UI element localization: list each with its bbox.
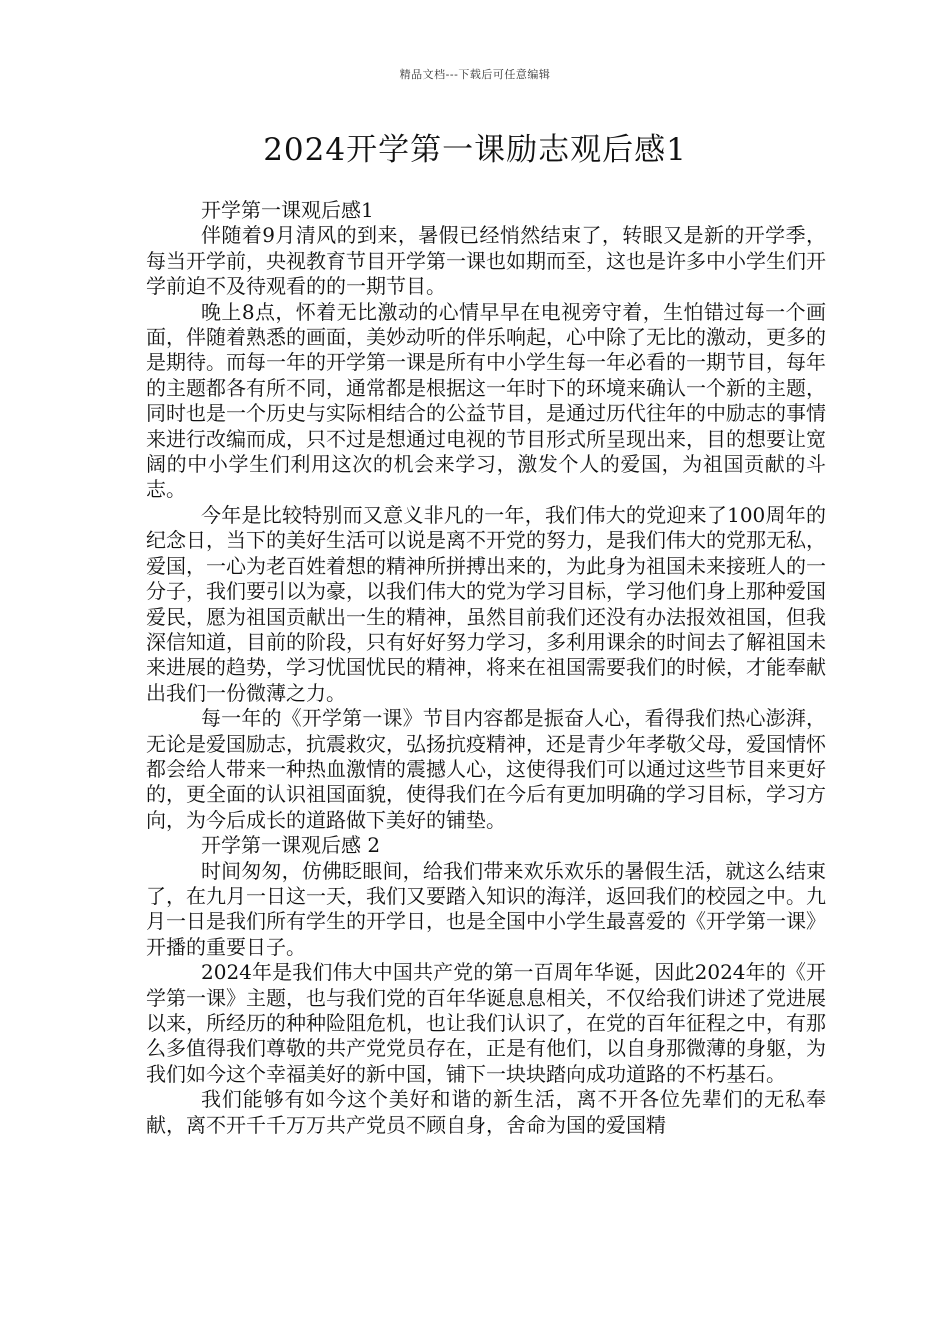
document-body	[146, 198, 826, 1138]
section-heading: 开学第一课观后感1	[201, 198, 374, 222]
paragraph: 时间匆匆，仿佛眨眼间，给我们带来欢乐欢乐的暑假生活，就这么结束了，在九月一日这一天，我们又要踏入知识的海洋，返回我们的校园之中。九月一日是我们所有学生的开学日，也是全国中小学生最喜爱的《开学第一课》开播的重要日子。	[146, 858, 826, 959]
document-title: 2024开学第一课励志观后感1	[263, 132, 687, 168]
paragraph: 晚上8点，怀着无比激动的心情早早在电视旁守着，生怕错过每一个画面，伴随着熟悉的画面，美妙动听的伴乐响起，心中除了无比的激动，更多的是期待。而每一年的开学第一课是所有中小学生每一年必看的一期节目，每年的主题都各有所不同，通常都是根据这一年时下的环境来确认一个新的主题，同时也是一个历史与实际相结合的公益节目，是通过历代往年的中励志的事情来进行改编而成，只不过是想通过电视的节目形式所呈现出来，目的想要让宽阔的中小学生们利用这次的机会来学习，激发个人的爱国，为祖国贡献的斗志。	[146, 299, 826, 502]
paragraph: 2024年是我们伟大中国共产党的第一百周年华诞，因此2024年的《开学第一课》主题，也与我们党的百年华诞息息相关，不仅给我们讲述了党进展以来，所经历的种种险阻危机，也让我们认识了，在党的百年征程之中，有那么多值得我们尊敬的共产党党员存在，正是有他们，以自身那微薄的身躯，为我们如今这个幸福美好的新中国，铺下一块块踏向成功道路的不朽基石。	[146, 960, 826, 1086]
section-heading: 开学第一课观后感 2	[201, 833, 381, 858]
paragraph: 今年是比较特别而又意义非凡的一年，我们伟大的党迎来了100周年的纪念日，当下的美好生活可以说是离不开党的努力，是我们伟大的党那无私，爱国，一心为老百姓着想的精神所拼搏出来的，为此身为祖国未来接班人的一分子，我们要引以为豪，以我们伟大的党为学习目标，学习他们身上那种爱国爱民，愿为祖国贡献出一生的精神，虽然目前我们还没有办法报效祖国，但我深信知道，目前的阶段，只有好好努力学习，多利用课余的时间去了解祖国未来进展的趋势，学习忧国忧民的精神，将来在祖国需要我们的时候，才能奉献出我们一份微薄之力。	[146, 502, 826, 705]
paragraph: 我们能够有如今这个美好和谐的新生活，离不开各位先辈们的无私奉献，离不开千千万万共产党员不顾自身，舍命为国的爱国精	[146, 1087, 826, 1137]
header-note: 精品文档---下载后可任意编辑	[399, 68, 551, 81]
paragraph: 伴随着9月清风的到来，暑假已经悄然结束了，转眼又是新的开学季，每当开学前，央视教育节目开学第一课也如期而至，这也是许多中小学生们开学前迫不及待观看的的一期节目。	[146, 223, 826, 299]
paragraph: 每一年的《开学第一课》节目内容都是振奋人心，看得我们热心澎湃，无论是爱国励志，抗震救灾，弘扬抗疫精神，还是青少年孝敬父母，爱国情怀都会给人带来一种热血激情的震撼人心，这使得我们可以通过这些节目来更好的，更全面的认识祖国面貌，使得我们在今后有更加明确的学习目标，学习方向，为今后成长的道路做下美好的铺垫。	[146, 706, 826, 832]
